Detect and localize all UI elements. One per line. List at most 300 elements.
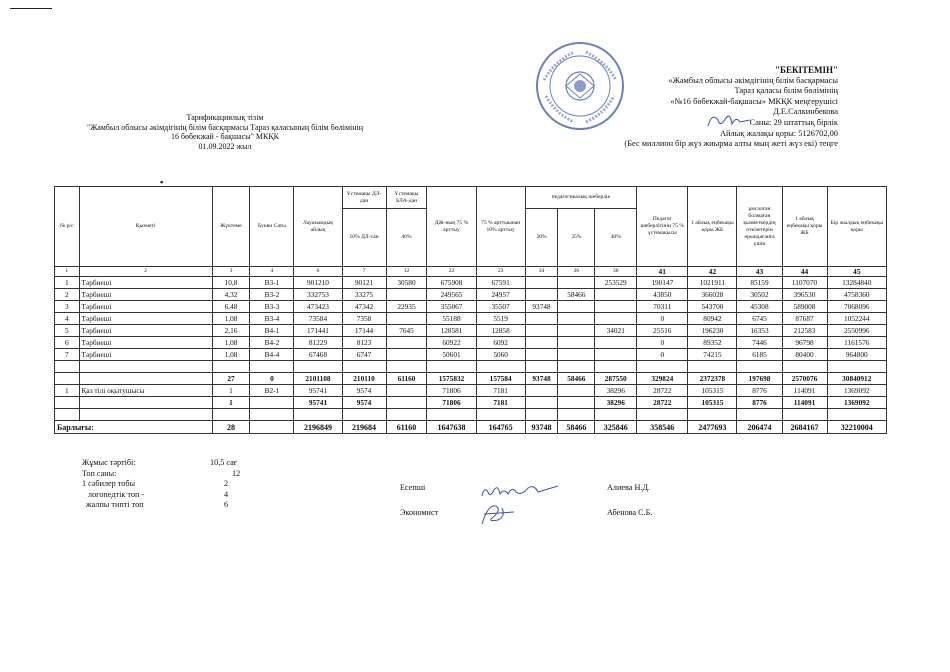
table-cell-c7: 33275 [342, 289, 386, 301]
table-cell-c22 [427, 409, 476, 421]
col-number: 7 [342, 267, 386, 277]
table-cell-c38: 325846 [595, 421, 637, 434]
table-row [55, 277, 887, 289]
table-cell-c7: 9574 [342, 385, 386, 397]
table-cell-c36 [558, 337, 595, 349]
table-cell-c36 [558, 361, 595, 373]
table-cell-c6: 67468 [294, 349, 342, 361]
table-cell-c23: 35507 [476, 301, 525, 313]
table-cell-c34 [525, 409, 558, 421]
title-line3: 16 бөбекжай - бақшасы" МКҚК [170, 132, 280, 142]
table-cell-c7 [342, 409, 386, 421]
subtotal-row [55, 373, 887, 385]
corner-line [10, 8, 52, 9]
approval-line6: Айлық жалақы қоры: 5126702,00 [719, 128, 838, 138]
groups-value: 12 [232, 468, 241, 478]
table-cell-c23: 5519 [476, 313, 525, 325]
table-cell-cat: 0 [250, 373, 294, 385]
accountant-label: Есепші [400, 483, 426, 492]
col-number: 12 [386, 267, 427, 277]
column-number-row [55, 267, 887, 277]
col-number: 44 [782, 267, 827, 277]
table-cell-c6 [294, 409, 342, 421]
table-cell-c36 [558, 325, 595, 337]
table-cell-c38 [595, 313, 637, 325]
table-cell-c36 [558, 385, 595, 397]
table-cell-c44: 96798 [782, 337, 827, 349]
groups-label: Топ саны: [82, 468, 117, 478]
economist-signature [478, 500, 518, 528]
col-number: 36 [558, 267, 595, 277]
header-special-needs: ұмсалған болмаған қызметкердің өткізетерін өрындағанға үшін [737, 187, 782, 267]
table-cell-c23: 164765 [476, 421, 525, 434]
header-pct75: 75 % арттыынан 10% арттыу [476, 187, 525, 267]
table-cell-c12 [386, 361, 427, 373]
approval-line1: «Жамбыл облысы әкімдігінің білім басқармасы [668, 75, 838, 85]
economist-label: Экономист [400, 508, 439, 517]
table-cell-c38 [595, 409, 637, 421]
document-title [60, 113, 390, 151]
header-ustemaqy-dla: Үстемақы ДЛ-дан [342, 187, 386, 209]
table-cell-c41: 0 [637, 349, 688, 361]
table-cell-cat: В3-3 [250, 301, 294, 313]
table-cell-c38: 253529 [595, 277, 637, 289]
table-cell-c41 [637, 361, 688, 373]
table-cell-c34 [525, 289, 558, 301]
tariff-table [54, 186, 887, 434]
table-cell-c42 [688, 361, 737, 373]
table-cell-c45: 1369092 [827, 385, 886, 397]
table-cell-c38: 287550 [595, 373, 637, 385]
mode-value: 10,5 сағ [210, 458, 238, 467]
table-row [55, 289, 887, 301]
table-cell-c45: 30840912 [827, 373, 886, 385]
table-cell-c36 [558, 397, 595, 409]
table-cell-c43 [737, 409, 782, 421]
table-cell-load: 4,32 [212, 289, 250, 301]
table-cell-c7: 6747 [342, 349, 386, 361]
table-cell-c38 [595, 361, 637, 373]
table-cell-name: Тәрбиеші [79, 277, 212, 289]
table-cell-c42: 105315 [688, 385, 737, 397]
table-cell-c23: 12858 [476, 325, 525, 337]
table-cell-c38 [595, 337, 637, 349]
table-cell-c22: 1647638 [427, 421, 476, 434]
table-cell-load: 1,08 [212, 349, 250, 361]
table-cell-c43: 6185 [737, 349, 782, 361]
table-cell-c23: 24957 [476, 289, 525, 301]
table-cell-cat [250, 397, 294, 409]
table-cell-name [79, 397, 212, 409]
table-cell-cat: В4-2 [250, 337, 294, 349]
table-cell-c22 [427, 361, 476, 373]
table-cell-no: 3 [55, 301, 80, 313]
table-cell-c45: 1161576 [827, 337, 886, 349]
table-cell-c34 [525, 361, 558, 373]
table-cell-c41: 358546 [637, 421, 688, 434]
table-cell-c41: 43850 [637, 289, 688, 301]
table-cell-c36 [558, 277, 595, 289]
table-cell-c7: 219684 [342, 421, 386, 434]
header-dzh: ДЖ-ның 75 % арттыу [427, 187, 476, 267]
table-cell-c41: 28722 [637, 385, 688, 397]
empty-row [55, 409, 887, 421]
total-row [55, 421, 887, 434]
col-number: 38 [595, 267, 637, 277]
table-cell-c38: 34021 [595, 325, 637, 337]
approval-line5: Саны: 29 штаттық бірлік [749, 117, 838, 127]
table-cell-c23: 7181 [476, 397, 525, 409]
table-cell-c44: 87687 [782, 313, 827, 325]
table-cell-c45: 13284840 [827, 277, 886, 289]
table-cell-c45: 964800 [827, 349, 886, 361]
table-cell-no [55, 361, 80, 373]
table-cell-c34 [525, 349, 558, 361]
table-cell-c6: 171441 [294, 325, 342, 337]
table-cell-c6: 81229 [294, 337, 342, 349]
table-cell-cat [250, 421, 294, 434]
table-cell-c44: 589008 [782, 301, 827, 313]
table-cell-c44: 1107070 [782, 277, 827, 289]
approval-line3: «№16 бөбекжай-бақшасы» МКҚК меңгерушісі [670, 96, 838, 106]
table-cell-c42: 1021911 [688, 277, 737, 289]
header-ped-group: педагогикалық шеберлік [525, 187, 637, 209]
group3-value: 6 [224, 500, 229, 510]
table-cell-c43: 30502 [737, 289, 782, 301]
table-cell-cat: В4-4 [250, 349, 294, 361]
table-cell-c34 [525, 337, 558, 349]
table-cell-c23: 6092 [476, 337, 525, 349]
table-cell-c6: 73584 [294, 313, 342, 325]
col-number: 2 [79, 267, 212, 277]
table-cell-name: Тәрбиеші [79, 289, 212, 301]
table-cell-c22: 71806 [427, 397, 476, 409]
table-cell-no [55, 373, 80, 385]
header-no: № р/с [55, 187, 80, 267]
table-cell-cat [250, 409, 294, 421]
table-cell-c12 [386, 349, 427, 361]
table-cell-c43: 8776 [737, 385, 782, 397]
accountant-name: Алиева Н.Д. [607, 483, 651, 492]
table-cell-no: 1 [55, 277, 80, 289]
header-ustemaqy-bla: Үстемақы БЛА-дан [386, 187, 427, 209]
table-cell-c12 [386, 409, 427, 421]
table-cell-name [79, 409, 212, 421]
table-cell-c43 [737, 361, 782, 373]
table-cell-c6 [294, 361, 342, 373]
table-cell-cat: В3-4 [250, 313, 294, 325]
table-cell-c12 [386, 289, 427, 301]
table-cell-c36 [558, 313, 595, 325]
table-cell-c12: 61160 [386, 421, 427, 434]
table-cell-c43: 85159 [737, 277, 782, 289]
table-cell-load: 1,08 [212, 337, 250, 349]
table-cell-load [212, 361, 250, 373]
group2-label: логопедтік топ - [88, 489, 145, 499]
table-cell-c44: 2684167 [782, 421, 827, 434]
table-cell-c36 [558, 409, 595, 421]
director-signature [706, 110, 752, 132]
table-cell-c41: 25516 [637, 325, 688, 337]
approval-line7: (Бес миллион бір жүз жиырма алты мың жеті жүз екі) теңге [624, 139, 838, 149]
table-cell-load: 1 [212, 397, 250, 409]
approval-block [508, 65, 838, 150]
table-cell-name [79, 361, 212, 373]
table-cell-name: Тәрбиеші [79, 349, 212, 361]
table-cell-c6: 2196849 [294, 421, 342, 434]
table-cell-c44 [782, 361, 827, 373]
table-cell-c45: 7068096 [827, 301, 886, 313]
col-number: 4 [250, 267, 294, 277]
table-cell-cat: В2-1 [250, 385, 294, 397]
table-row [55, 385, 887, 397]
table-cell-c34 [525, 385, 558, 397]
header-monthly-fund2: 1 айлық еңбекақы қоры ЖБ [782, 187, 827, 267]
table-cell-c23 [476, 361, 525, 373]
table-cell-c42: 80942 [688, 313, 737, 325]
subtotal-row [55, 397, 887, 409]
table-cell-c44: 396530 [782, 289, 827, 301]
table-cell-no: 1 [55, 385, 80, 397]
table-cell-c41 [637, 409, 688, 421]
table-cell-c34: 93748 [525, 373, 558, 385]
table-cell-c34: 93748 [525, 301, 558, 313]
col-number: 42 [688, 267, 737, 277]
table-cell-c34 [525, 277, 558, 289]
header-dla-10: 10% ДЛ-тан [342, 209, 386, 267]
table-cell-c42: 543700 [688, 301, 737, 313]
table-cell-c36: 58466 [558, 373, 595, 385]
table-cell-load: 1 [212, 385, 250, 397]
table-cell-no: 6 [55, 337, 80, 349]
table-cell-c45: 1369092 [827, 397, 886, 409]
empty-row [55, 361, 887, 373]
table-cell-c22: 128581 [427, 325, 476, 337]
col-number: 41 [637, 267, 688, 277]
header-teacher-master: Педагог шеберлігінің 75 % үстемақысы [637, 187, 688, 267]
table-cell-c36: 58466 [558, 421, 595, 434]
table-cell-c7 [342, 361, 386, 373]
table-cell-c34 [525, 325, 558, 337]
approval-title: "БЕКІТЕМІН" [775, 65, 838, 75]
table-cell-c42: 366028 [688, 289, 737, 301]
table-cell-c12: 30580 [386, 277, 427, 289]
table-cell-load: 6,48 [212, 301, 250, 313]
table-cell-c41: 28722 [637, 397, 688, 409]
table-cell-c41: 190147 [637, 277, 688, 289]
table-cell-load: 27 [212, 373, 250, 385]
table-cell-c44: 212583 [782, 325, 827, 337]
table-cell-c6: 473423 [294, 301, 342, 313]
table-cell-name: Тәрбиеші [79, 301, 212, 313]
approval-line2: Тараз қаласы білім бөлімінің [734, 86, 838, 96]
table-cell-c45 [827, 409, 886, 421]
col-number: 23 [476, 267, 525, 277]
table-cell-no: 4 [55, 313, 80, 325]
table-cell-c45: 1052244 [827, 313, 886, 325]
title-line2: "Жамбыл облысы әкімдігінің білім басқармасы Тараз қаласының білім бөлімінің [86, 122, 364, 132]
table-cell-load: 1,08 [212, 313, 250, 325]
table-cell-no: 5 [55, 325, 80, 337]
total-label: Барлығы: [55, 421, 213, 434]
title-line1: Тарификациялық тізім [186, 113, 264, 122]
col-number: 22 [427, 267, 476, 277]
table-cell-c22: 60922 [427, 337, 476, 349]
header-p40: 40% [595, 209, 637, 267]
table-cell-cat: В3-1 [250, 277, 294, 289]
table-cell-name: Қаз тілі оқытушысы [79, 385, 212, 397]
table-cell-c6: 95741 [294, 385, 342, 397]
table-cell-c45: 4758360 [827, 289, 886, 301]
footer-info [82, 458, 282, 511]
col-number: 45 [827, 267, 886, 277]
header-official-salary: Лауазымдық айлық [294, 187, 342, 267]
table-cell-load: 28 [212, 421, 250, 434]
header-p30: 30% [525, 209, 558, 267]
table-cell-load: 2,16 [212, 325, 250, 337]
table-cell-name: Тәрбиеші [79, 325, 212, 337]
table-cell-c42: 105315 [688, 397, 737, 409]
table-cell-c43: 206474 [737, 421, 782, 434]
table-cell-load [212, 409, 250, 421]
header-category: Букви Саты [250, 187, 294, 267]
table-cell-c38: 38296 [595, 397, 637, 409]
economist-name: Абенова С.Б. [607, 508, 653, 517]
table-cell-no: 2 [55, 289, 80, 301]
table-cell-c7: 210110 [342, 373, 386, 385]
table-cell-cat: В4-1 [250, 325, 294, 337]
table-cell-c12 [386, 337, 427, 349]
table-cell-c22: 50601 [427, 349, 476, 361]
table-cell-c44: 114091 [782, 397, 827, 409]
table-cell-c6: 332753 [294, 289, 342, 301]
table-cell-c12 [386, 313, 427, 325]
col-number: 3 [212, 267, 250, 277]
table-cell-c22: 249565 [427, 289, 476, 301]
table-cell-c7: 47342 [342, 301, 386, 313]
table-cell-c44: 2570076 [782, 373, 827, 385]
table-cell-cat: В3-2 [250, 289, 294, 301]
table-cell-no [55, 409, 80, 421]
table-cell-c44 [782, 409, 827, 421]
table-cell-c43: 197698 [737, 373, 782, 385]
table-cell-c38: 38296 [595, 385, 637, 397]
table-cell-c12: 22935 [386, 301, 427, 313]
table-cell-c34 [525, 313, 558, 325]
table-cell-c23: 5060 [476, 349, 525, 361]
table-cell-c36 [558, 349, 595, 361]
table-cell-c44: 80400 [782, 349, 827, 361]
table-cell-name: Тәрбиеші [79, 337, 212, 349]
header-total-fund: Бір жылдық еңбекақы қоры [827, 187, 886, 267]
table-cell-c7: 8123 [342, 337, 386, 349]
table-cell-c12 [386, 397, 427, 409]
header-p35: 35% [558, 209, 595, 267]
mode-label: Жұмыс тәртібі: [82, 458, 136, 467]
table-cell-c6: 901210 [294, 277, 342, 289]
header-load: Жүктеме [212, 187, 250, 267]
table-cell-c12 [386, 385, 427, 397]
table-cell-no: 7 [55, 349, 80, 361]
title-line4: 01.09.2022 жыл [198, 141, 252, 151]
table-cell-c6: 95741 [294, 397, 342, 409]
col-number: 1 [55, 267, 80, 277]
table-cell-c42: 89352 [688, 337, 737, 349]
approval-line4: Д.Е.Салкинбекова [773, 107, 838, 117]
group1-label: 1 сәбилер тобы [82, 479, 136, 489]
table-cell-c42: 2477693 [688, 421, 737, 434]
col-number: 6 [294, 267, 342, 277]
table-cell-c42: 196230 [688, 325, 737, 337]
table-cell-c42 [688, 409, 737, 421]
table-cell-c41: 0 [637, 313, 688, 325]
table-cell-name [79, 373, 212, 385]
table-cell-name: Тәрбиеші [79, 313, 212, 325]
table-cell-c38 [595, 301, 637, 313]
table-cell-c41: 70311 [637, 301, 688, 313]
col-number: 43 [737, 267, 782, 277]
table-cell-c44: 114091 [782, 385, 827, 397]
table-cell-c43: 8776 [737, 397, 782, 409]
col-number: 34 [525, 267, 558, 277]
table-cell-c45: 2550996 [827, 325, 886, 337]
group2-value: 4 [224, 489, 229, 499]
table-cell-c45: 32210004 [827, 421, 886, 434]
table-cell-c43: 45308 [737, 301, 782, 313]
table-cell-c23: 67591 [476, 277, 525, 289]
scan-mark: ▪ [160, 177, 164, 187]
table-cell-c36 [558, 301, 595, 313]
table-cell-c23 [476, 409, 525, 421]
table-cell-c7: 9574 [342, 397, 386, 409]
table-cell-c22: 355067 [427, 301, 476, 313]
table-cell-c22: 1575832 [427, 373, 476, 385]
table-row [55, 313, 887, 325]
table-cell-c41: 329824 [637, 373, 688, 385]
table-cell-c38 [595, 349, 637, 361]
group1-value: 2 [224, 479, 229, 489]
table-cell-c43: 16353 [737, 325, 782, 337]
table-row [55, 301, 887, 313]
table-cell-c45 [827, 361, 886, 373]
table-cell-load: 10,8 [212, 277, 250, 289]
table-row [55, 349, 887, 361]
table-cell-c41: 0 [637, 337, 688, 349]
table-cell-c23: 7181 [476, 385, 525, 397]
accountant-signature [480, 482, 560, 502]
table-cell-c7: 17144 [342, 325, 386, 337]
table-cell-c34 [525, 397, 558, 409]
table-cell-cat [250, 361, 294, 373]
table-cell-c23: 157584 [476, 373, 525, 385]
table-row [55, 337, 887, 349]
table-cell-c7: 90121 [342, 277, 386, 289]
header-bla-40: 40% [386, 209, 427, 267]
table-cell-c22: 71806 [427, 385, 476, 397]
table-cell-c7: 7358 [342, 313, 386, 325]
group3-label: жалпы типті топ [86, 500, 144, 510]
table-cell-c38 [595, 289, 637, 301]
table-cell-c42: 74215 [688, 349, 737, 361]
table-cell-c12: 61160 [386, 373, 427, 385]
table-cell-c6: 2101108 [294, 373, 342, 385]
table-cell-c22: 55188 [427, 313, 476, 325]
table-cell-c12: 7645 [386, 325, 427, 337]
header-monthly-fund: 1 айлық еңбекақы қоры ЖБ [688, 187, 737, 267]
table-cell-c43: 7446 [737, 337, 782, 349]
header-position: Қызметі [79, 187, 212, 267]
table-cell-c36: 58466 [558, 289, 595, 301]
